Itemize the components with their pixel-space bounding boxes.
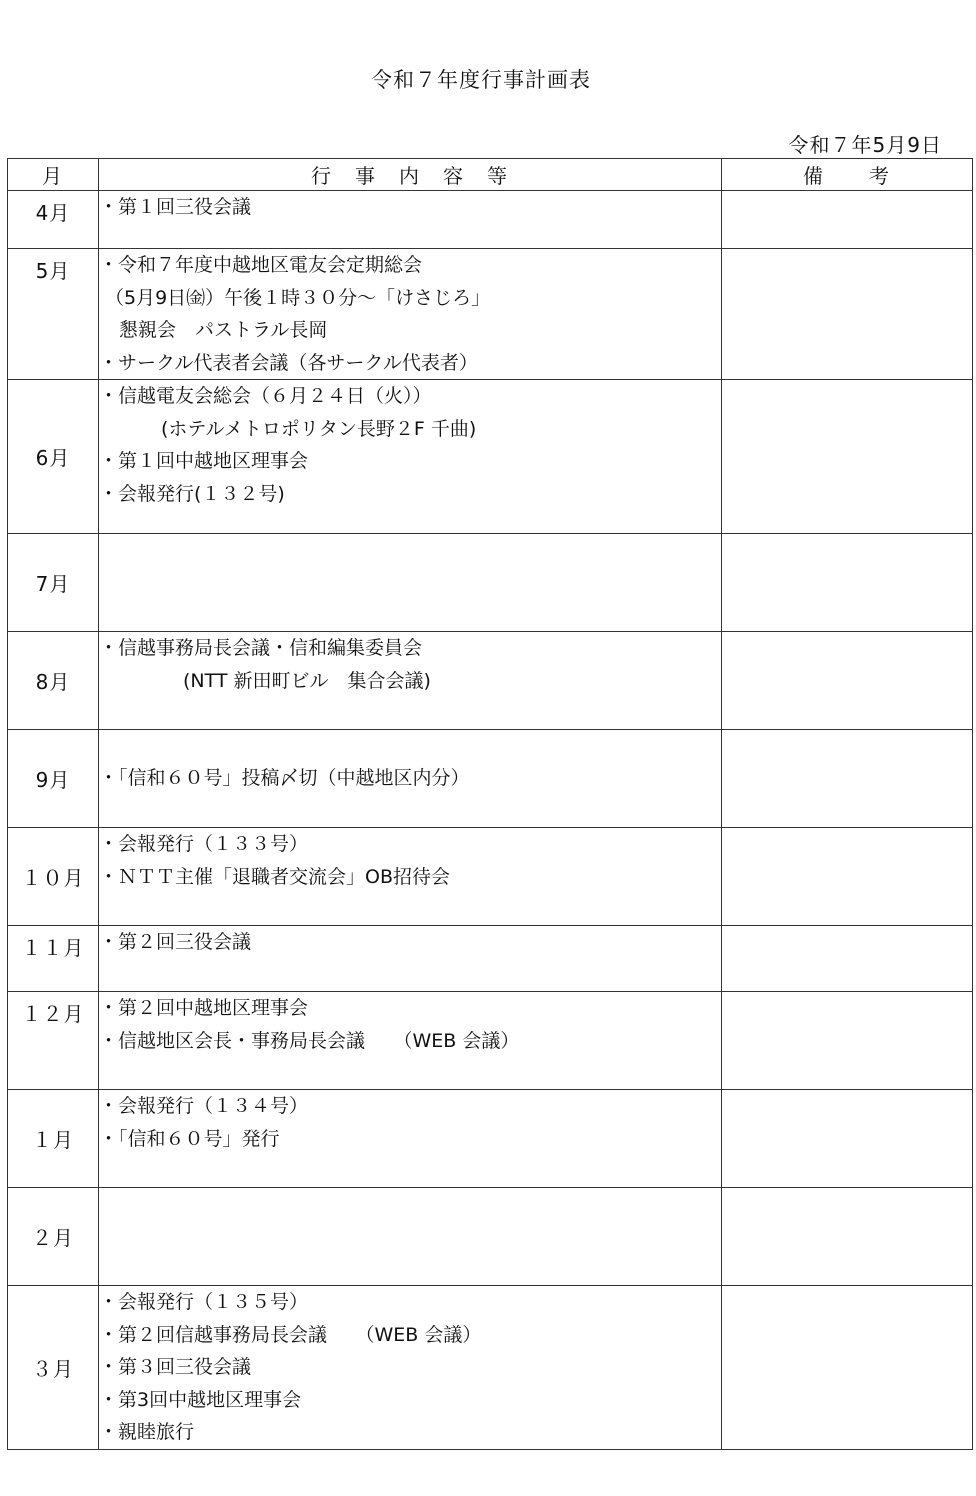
events-cell <box>99 1188 722 1286</box>
event-line: ・会報発行(１３２号) <box>99 482 285 505</box>
notes-cell <box>722 380 973 534</box>
event-line: ・会報発行（１３４号） <box>99 1095 309 1117</box>
event-line: ・「信和６０号」発行 <box>99 1127 280 1150</box>
month-cell: 8月 <box>8 632 99 730</box>
notes-cell <box>722 632 973 730</box>
table-row <box>8 534 973 632</box>
event-line: ・会報発行（１３３号） <box>99 833 309 855</box>
event-line: ・親睦旅行 <box>99 1421 195 1443</box>
table-header-row <box>8 159 973 191</box>
table-row <box>8 191 973 249</box>
event-line: （5月9日㈮）午後１時３０分～「けさじろ」 <box>105 286 491 309</box>
event-line: (ホテルメトロポリタン長野２F 千曲) <box>161 417 477 440</box>
notes-cell <box>722 191 973 249</box>
month-cell: １月 <box>8 1090 99 1188</box>
document-title: 令和７年度行事計画表 <box>371 68 591 92</box>
notes-cell <box>722 1090 973 1188</box>
month-cell: ３月 <box>8 1286 99 1450</box>
events-cell <box>99 632 722 730</box>
events-cell <box>99 380 722 534</box>
event-line: ・信越電友会総会（６月２４日（火）） <box>99 385 432 407</box>
table-row <box>8 926 973 992</box>
month-cell: ２月 <box>8 1188 99 1286</box>
event-line: ・第２回三役会議 <box>99 931 252 953</box>
header-month: 月 <box>8 159 99 191</box>
month-cell: 9月 <box>8 730 99 828</box>
events-cell <box>99 191 722 249</box>
notes-cell <box>722 249 973 380</box>
month-cell: １１月 <box>8 926 99 992</box>
table-row <box>8 632 973 730</box>
event-line: ・第１回中越地区理事会 <box>99 450 309 472</box>
notes-cell <box>722 992 973 1090</box>
event-line: 懇親会 パストラル長岡 <box>119 319 328 341</box>
events-cell <box>99 730 722 828</box>
table-row <box>8 380 973 534</box>
events-cell <box>99 992 722 1090</box>
notes-cell <box>722 1188 973 1286</box>
events-cell <box>99 249 722 380</box>
notes-cell <box>722 926 973 992</box>
events-cell <box>99 926 722 992</box>
header-notes: 備 考 <box>722 159 973 191</box>
table-row <box>8 1090 973 1188</box>
event-line: ・第１回三役会議 <box>99 196 252 218</box>
event-line: ・会報発行（１３５号） <box>99 1291 309 1313</box>
event-line: ・第２回信越事務局長会議 （WEB 会議） <box>99 1323 482 1346</box>
month-cell: １２月 <box>8 992 99 1090</box>
event-line: ・信越事務局長会議・信和編集委員会 <box>99 637 423 659</box>
event-line: ・「信和６０号」投稿〆切（中越地区内分） <box>99 767 470 790</box>
table-row <box>8 828 973 926</box>
event-line: ・ＮＴＴ主催「退職者交流会」OB招待会 <box>99 865 450 888</box>
event-line: ・第２回中越地区理事会 <box>99 997 309 1019</box>
document-date: 令和７年5月9日 <box>788 133 942 157</box>
month-cell: 6月 <box>8 380 99 534</box>
notes-cell <box>722 828 973 926</box>
event-line: ・第3回中越地区理事会 <box>99 1388 302 1411</box>
event-schedule-table <box>7 158 973 1450</box>
table-row <box>8 1286 973 1450</box>
header-events: 行 事 内 容 等 <box>99 159 722 191</box>
event-line: ・サークル代表者会議（各サークル代表者） <box>99 351 478 374</box>
events-cell <box>99 1286 722 1450</box>
event-line: ・第３回三役会議 <box>99 1356 252 1378</box>
table-row <box>8 992 973 1090</box>
month-cell: １０月 <box>8 828 99 926</box>
notes-cell <box>722 730 973 828</box>
events-cell <box>99 1090 722 1188</box>
month-cell: 4月 <box>8 191 99 249</box>
table-row <box>8 1188 973 1286</box>
month-cell: 7月 <box>8 534 99 632</box>
event-line: (NTT 新田町ビル 集合会議) <box>183 669 431 692</box>
events-cell <box>99 534 722 632</box>
events-cell <box>99 828 722 926</box>
event-line: ・令和７年度中越地区電友会定期総会 <box>99 254 423 276</box>
table-row <box>8 249 973 380</box>
notes-cell <box>722 1286 973 1450</box>
notes-cell <box>722 534 973 632</box>
table-row <box>8 730 973 828</box>
month-cell: 5月 <box>8 249 99 380</box>
event-line: ・信越地区会長・事務局長会議 （WEB 会議） <box>99 1029 520 1052</box>
